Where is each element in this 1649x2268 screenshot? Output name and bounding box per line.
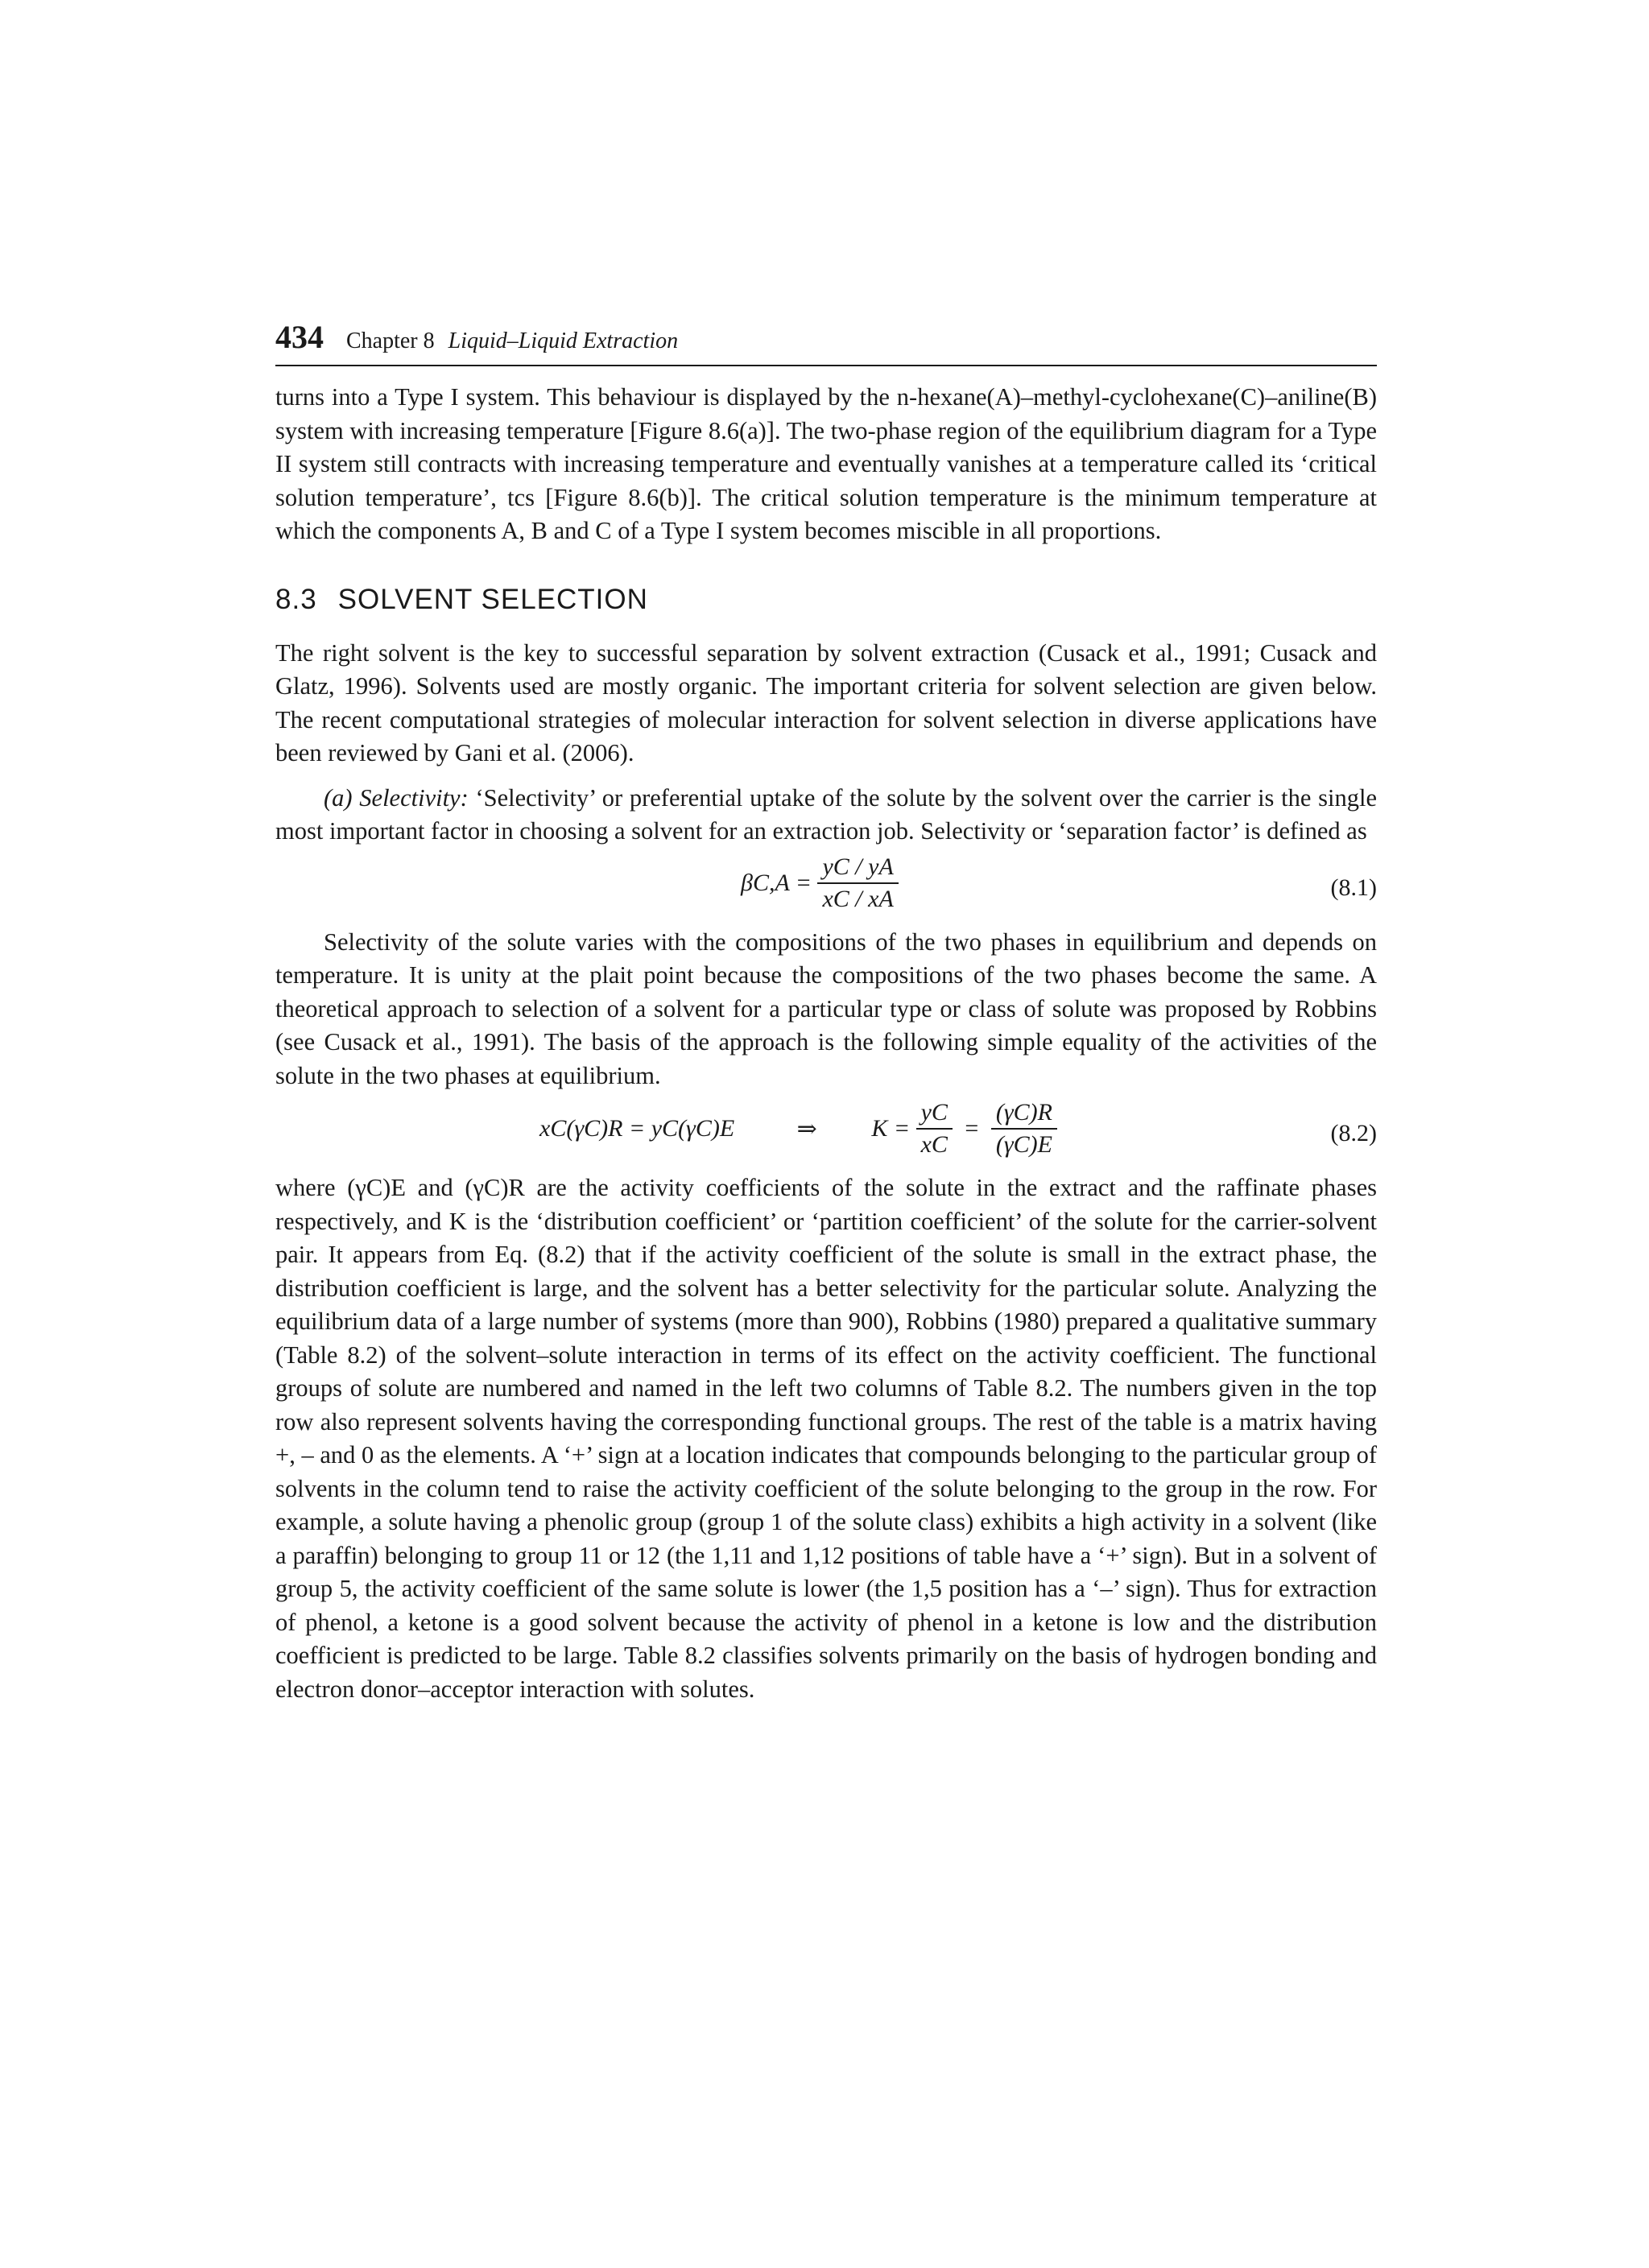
eq1-number: (8.1) [1330, 874, 1377, 901]
eq2-left: xC(γC)R = yC(γC)E [539, 1115, 735, 1142]
equation-8-1 [275, 853, 1377, 926]
eq2-frac1-denominator: xC [920, 1131, 948, 1158]
eq1-lhs: βC,A = [741, 869, 812, 896]
selectivity-text: ‘Selectivity’ or preferential uptake of the solute by the solvent over the carrier is the single most important factor in choosing a solvent for an extraction job. Selectivity or ‘separation factor’ is defined as [275, 783, 1377, 845]
robbins-paragraph: Selectivity of the solute varies with the compositions of the two phases in equilibrium and depends on temperature. It is unity at the plait point because the compositions of the two phases become the same. A theoretical approach to selection of a solvent for a particular type or class of solute was proposed by Robbins (see Cusack et al., 1991). The basis of the approach is the following simple equality of the activities of the solute in the two phases at equilibrium. [275, 927, 1377, 1089]
chapter-label: Chapter 8 [346, 328, 435, 353]
eq2-frac1-numerator: yC [916, 1099, 953, 1130]
eq2-fraction-1 [916, 1099, 953, 1159]
selectivity-paragraph [275, 782, 1377, 849]
section-number: 8.3 [275, 583, 317, 615]
equation-8-2 [275, 1099, 1377, 1171]
section-heading [275, 584, 1377, 616]
page [275, 318, 1377, 1706]
intro-paragraph: turns into a Type I system. This behaviour is displayed by the n-hexane(A)–methyl-cyclohexane(C)–aniline(B) system with increasing temperature [Figure 8.6(a)]. The two-phase region of the equilibrium diagram for a Type II system still contracts with increasing temperature and eventually vanishes at a temperature called its ‘critical solution temperature’, tcs [Figure 8.6(b)]. The critical solution temperature is the minimum temperature at which the components A, B and C of a Type I system becomes miscible in all proportions. [275, 383, 1377, 544]
eq1-fraction [817, 853, 898, 913]
eq2-k: K = [871, 1115, 911, 1142]
section-title: SOLVENT SELECTION [337, 583, 648, 615]
eq2-number: (8.2) [1330, 1120, 1377, 1146]
selectivity-label: (a) Selectivity: [324, 783, 469, 812]
eq2-frac2-numerator: (γC)R [991, 1099, 1057, 1130]
where-paragraph: where (γC)E and (γC)R are the activity coefficients of the solute in the extract and the raffinate phases respectively, and K is the ‘distribution coefficient’ or ‘partition coefficient’ of the solute for the carrier-solvent pair. It appears from Eq. (8.2) that if the activity coefficient of the solute is small in the extract phase, the distribution coefficient is large, and the solvent has a better selectivity for the particular solute. Analyzing the equilibrium data of a large number of systems (more than 900), Robbins (1980) prepared a qualitative summary (Table 8.2) of the solvent–solute interaction in terms of its effect on the activity coefficient. The functional groups of solute are numbered and named in the left two columns of Table 8.2. The numbers given in the top row also represent solvents having the corresponding functional groups. The rest of the table is a matrix having +, – and 0 as the elements. A ‘+’ sign at a location indicates that compounds belonging to the particular group of solvents in the column tend to raise the activity coefficient of the solute belonging to the group in the row. For example, a solute having a phenolic group (group 1 of the solute class) exhibits a high activity in a solvent (like a paraffin) belonging to group 11 or 12 (the 1,11 and 1,12 positions of table have a ‘+’ sign). But in a solvent of group 5, the activity coefficient of the same solute is lower (the 1,5 position has a ‘–’ sign). Thus for extraction of phenol, a ketone is a good solvent because the activity of phenol in a ketone is low and the distribution coefficient is predicted to be large. Table 8.2 classifies solvents primarily on the basis of hydrogen bonding and electron donor–acceptor interaction with solutes. [275, 1174, 1377, 1703]
eq1-denominator: xC / xA [822, 885, 894, 912]
page-number: 434 [275, 319, 324, 355]
chapter-title: Liquid–Liquid Extraction [448, 328, 679, 353]
eq2-fraction-2 [991, 1099, 1057, 1159]
eq2-frac2-denominator: (γC)E [995, 1131, 1052, 1158]
running-header [275, 318, 1377, 366]
chapter-heading [346, 328, 678, 354]
eq2-arrow: ⇒ [796, 1115, 817, 1142]
eq2-equals: = [965, 1115, 979, 1142]
solvent-paragraph: The right solvent is the key to successful separation by solvent extraction (Cusack et al., 1991; Cusack and Glatz, 1996). Solvents used are mostly organic. The important criteria for solvent selection are given below. The recent computational strategies of molecular interaction for solvent selection in diverse applications have been reviewed by Gani et al. (2006). [275, 638, 1377, 766]
eq1-numerator: yC / yA [817, 853, 898, 884]
